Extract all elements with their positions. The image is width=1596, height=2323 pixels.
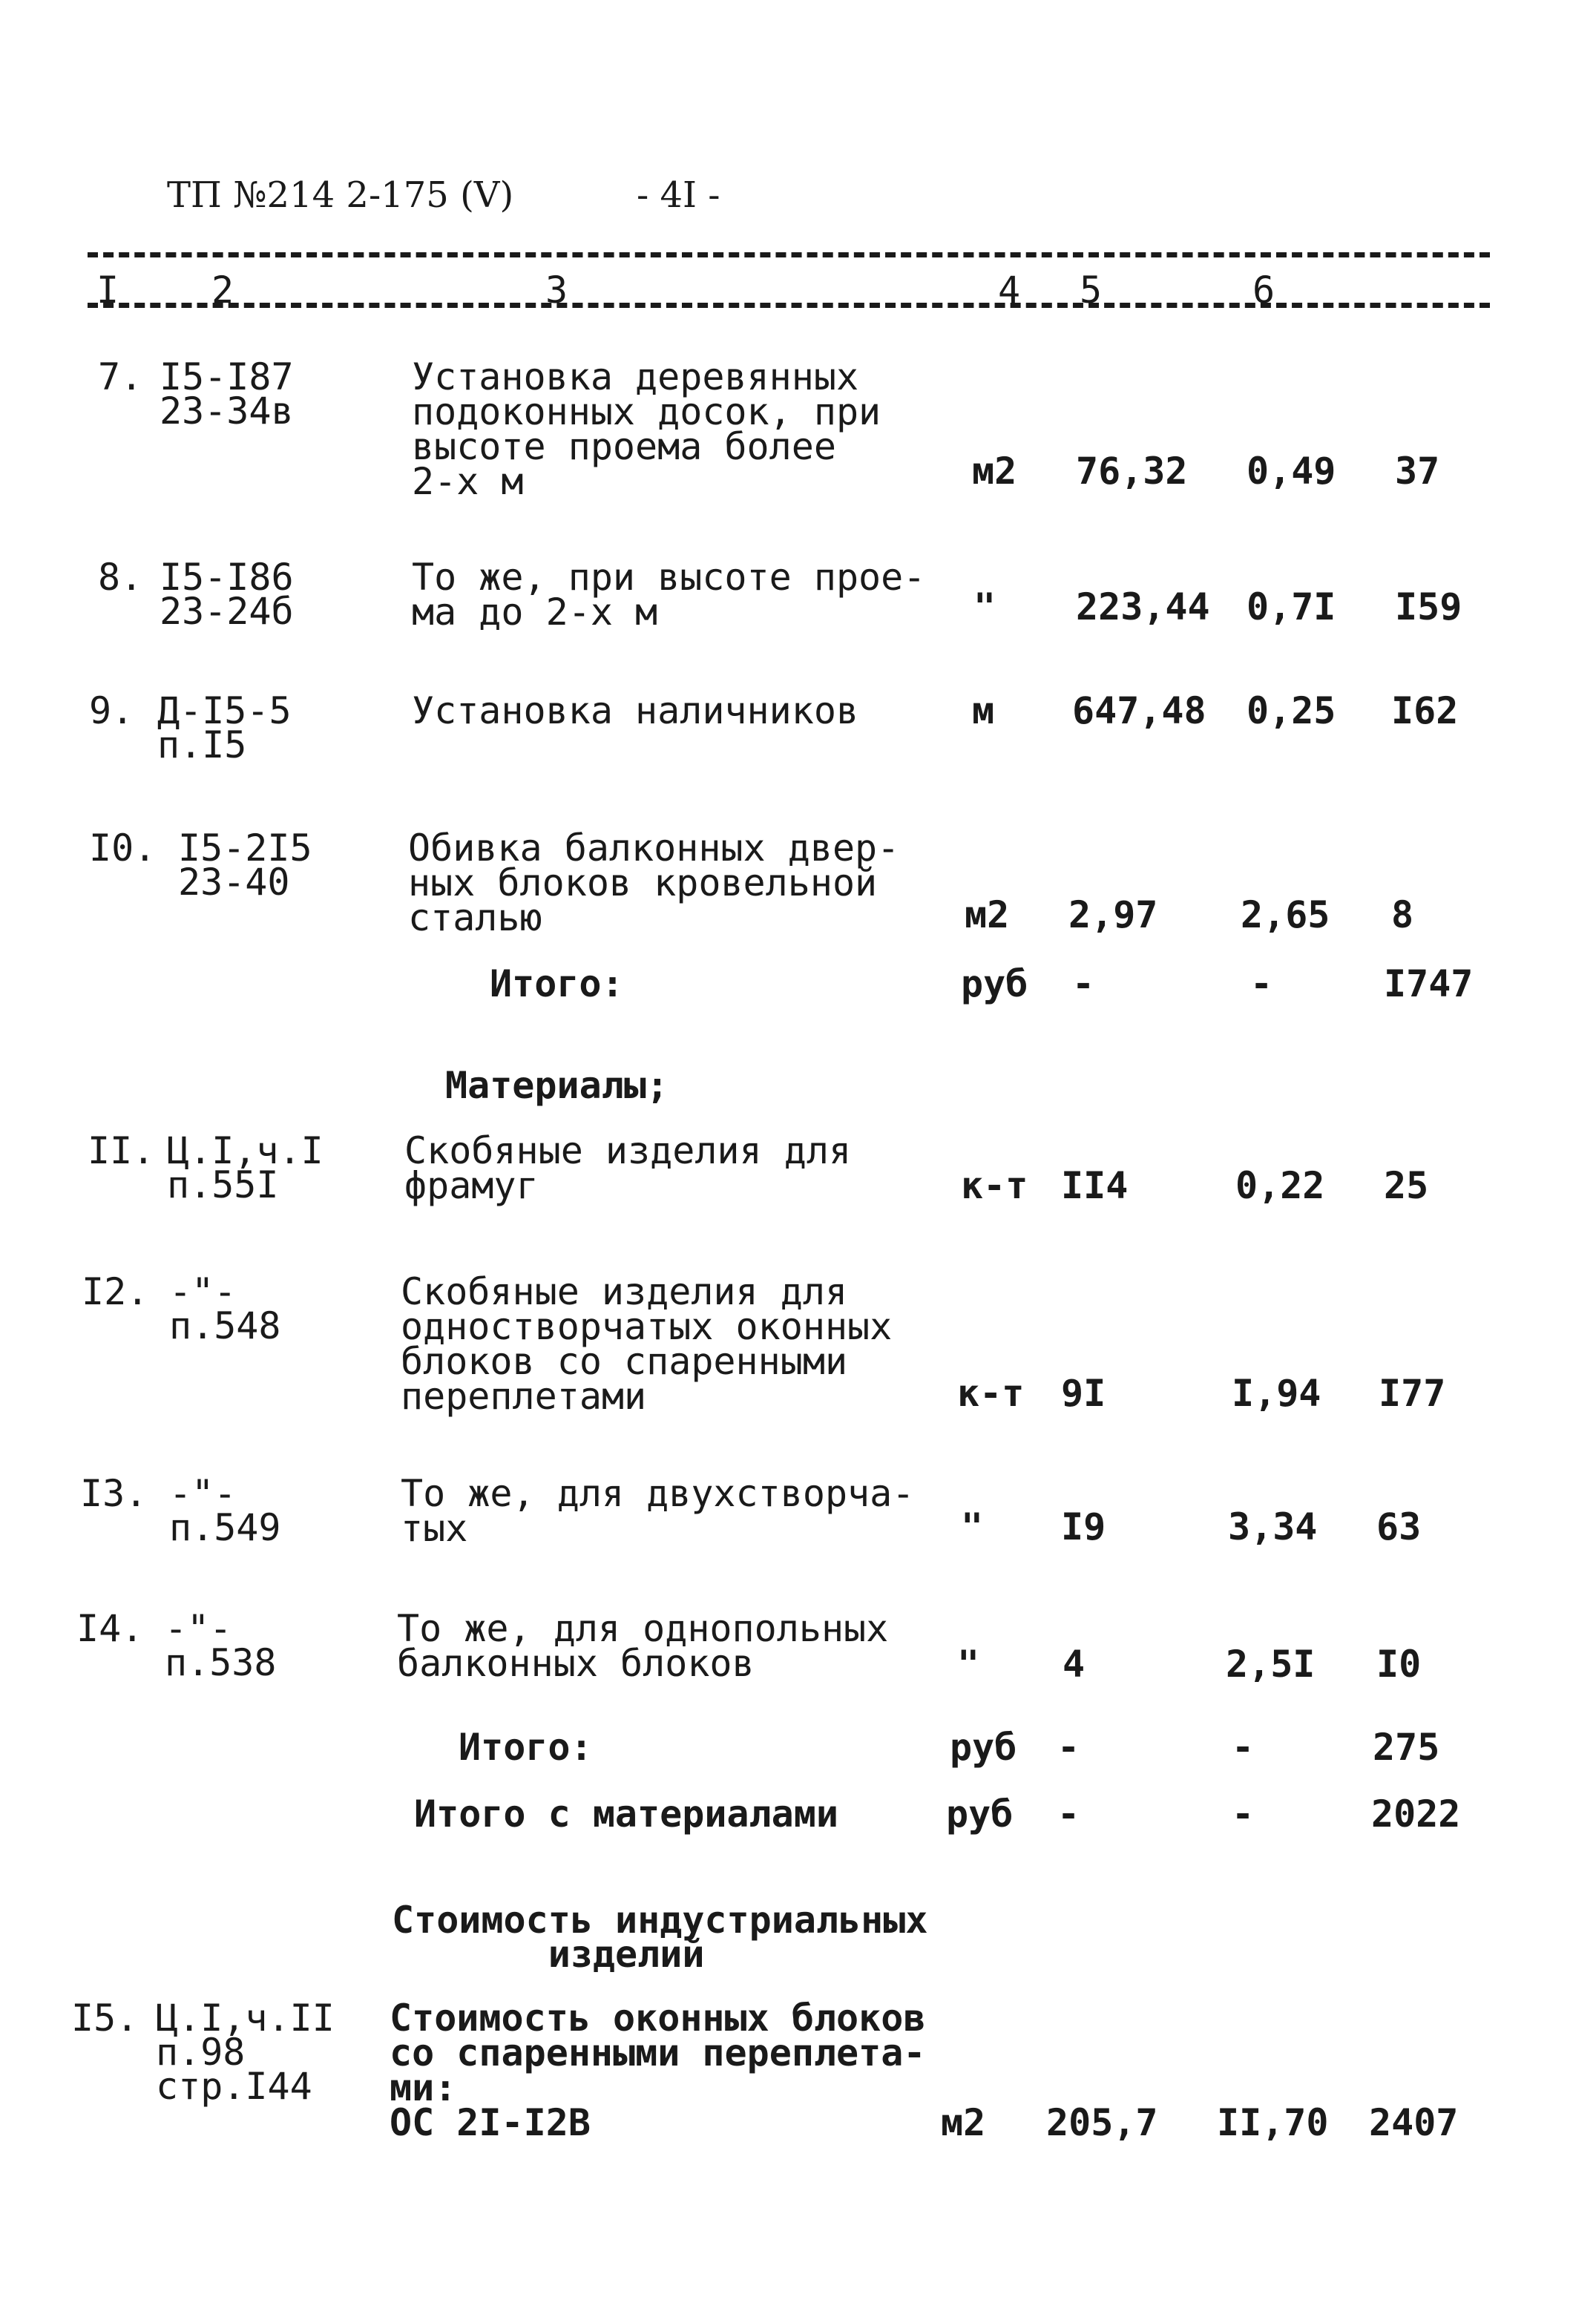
row-description: Установка деревянных подоконных досок, при высоте проема более 2-х м (412, 355, 881, 503)
subtotal-quantity: - (1072, 962, 1095, 1005)
row-code: Ц.I,ч.II п.98 стр.I44 (156, 1997, 335, 2108)
row-unit: м (972, 689, 995, 732)
column-number-5: 5 (1080, 269, 1103, 312)
row-unit: к-т (957, 1372, 1025, 1415)
row-total: I59 (1395, 585, 1462, 628)
row-unit: " (957, 1643, 980, 1686)
row-number: 8. (98, 556, 143, 599)
row-number: I2. (82, 1270, 149, 1313)
subtotal-quantity: - (1057, 1726, 1080, 1769)
column-number-1: I (96, 269, 119, 312)
row-price: 2,5I (1226, 1643, 1316, 1686)
row-number: I5. (71, 1997, 139, 2040)
row-quantity: 205,7 (1046, 2101, 1158, 2144)
row-price: II,70 (1217, 2101, 1329, 2144)
subtotal-label: Итого: (459, 1726, 593, 1769)
row-quantity: 76,32 (1076, 450, 1188, 493)
row-unit: м2 (941, 2101, 986, 2144)
row-unit: " (961, 1505, 984, 1548)
row-description: То же, для двухстворча- тых (401, 1472, 915, 1550)
row-description: Скобяные изделия для одностворчатых оконных блоков со спаренными переплетами (401, 1270, 893, 1418)
row-unit: м2 (965, 893, 1010, 936)
row-description: Установка наличников (412, 689, 859, 732)
subtotal-total: 2022 (1371, 1793, 1461, 1836)
subtotal-quantity: - (1057, 1793, 1080, 1836)
row-code: Д-I5-5 п.I5 (157, 689, 292, 766)
row-unit: " (973, 585, 996, 628)
subtotal-label: Итого: (490, 962, 624, 1005)
row-code: I5-2I5 23-40 (178, 827, 312, 904)
row-quantity: I9 (1061, 1505, 1106, 1548)
row-total: 8 (1391, 893, 1414, 936)
row-price: 0,7I (1247, 585, 1336, 628)
row-unit: м2 (972, 450, 1017, 493)
row-price: 0,49 (1247, 450, 1336, 493)
row-total: 2407 (1369, 2101, 1459, 2144)
subtotal-total: I747 (1384, 962, 1474, 1005)
row-price: 0,25 (1247, 689, 1336, 732)
row-number: I0. (89, 827, 157, 870)
row-total: I77 (1379, 1372, 1446, 1415)
row-code: Ц.I,ч.I п.55I (167, 1129, 324, 1206)
row-number: I4. (76, 1607, 144, 1650)
subtotal-label: Итого с материалами (414, 1793, 838, 1836)
row-quantity: 223,44 (1076, 585, 1210, 628)
row-number: II. (88, 1129, 155, 1172)
row-total: I62 (1391, 689, 1459, 732)
row-quantity: 2,97 (1068, 893, 1158, 936)
header-divider-bottom (88, 303, 1490, 308)
row-description: Скобяные изделия для фрамуг (404, 1129, 852, 1207)
row-description: Обивка балконных двер- ных блоков кровельной сталью (408, 827, 900, 939)
row-total: 25 (1384, 1164, 1429, 1207)
section-materials-heading: Материалы; (445, 1064, 669, 1107)
row-number: 9. (89, 689, 134, 732)
row-quantity: 647,48 (1072, 689, 1206, 732)
row-quantity: II4 (1061, 1164, 1129, 1207)
row-price: 3,34 (1228, 1505, 1318, 1548)
row-price: 2,65 (1241, 893, 1330, 936)
subtotal-unit: руб (961, 962, 1028, 1005)
row-quantity: 4 (1063, 1643, 1086, 1686)
row-total: I0 (1376, 1643, 1422, 1686)
subtotal-price: - (1232, 1726, 1255, 1769)
column-number-6: 6 (1252, 269, 1275, 312)
row-description: Стоимость оконных блоков со спаренными переплета- ми: ОС 2I-I2В (390, 1997, 926, 2144)
row-number: I3. (80, 1472, 148, 1515)
subtotal-price: - (1250, 962, 1273, 1005)
subtotal-unit: руб (950, 1726, 1017, 1769)
section-industrial-heading: Стоимость индустриальных изделий (392, 1899, 928, 1976)
row-quantity: 9I (1061, 1372, 1106, 1415)
row-price: 0,22 (1235, 1164, 1325, 1207)
subtotal-price: - (1232, 1793, 1255, 1836)
column-number-2: 2 (211, 269, 234, 312)
row-code: I5-I86 23-24б (160, 556, 294, 633)
row-total: 63 (1376, 1505, 1422, 1548)
row-total: 37 (1395, 450, 1440, 493)
document-reference: ТП №214 2-175 (V) (167, 174, 514, 216)
row-price: I,94 (1232, 1372, 1321, 1415)
row-code: -"- п.538 (165, 1607, 277, 1684)
subtotal-total: 275 (1373, 1726, 1440, 1769)
column-number-3: 3 (545, 269, 568, 312)
row-description: То же, для однопольных балконных блоков (397, 1607, 889, 1685)
header-divider-top (88, 252, 1490, 257)
subtotal-unit: руб (946, 1793, 1014, 1836)
column-number-4: 4 (998, 269, 1021, 312)
row-unit: к-т (961, 1164, 1028, 1207)
row-code: -"- п.548 (169, 1270, 281, 1347)
row-number: 7. (98, 355, 143, 398)
page-number: - 4I - (637, 174, 720, 216)
row-description: То же, при высоте прое- ма до 2-х м (412, 556, 926, 634)
row-code: -"- п.549 (169, 1472, 281, 1549)
row-code: I5-I87 23-34в (160, 355, 294, 433)
